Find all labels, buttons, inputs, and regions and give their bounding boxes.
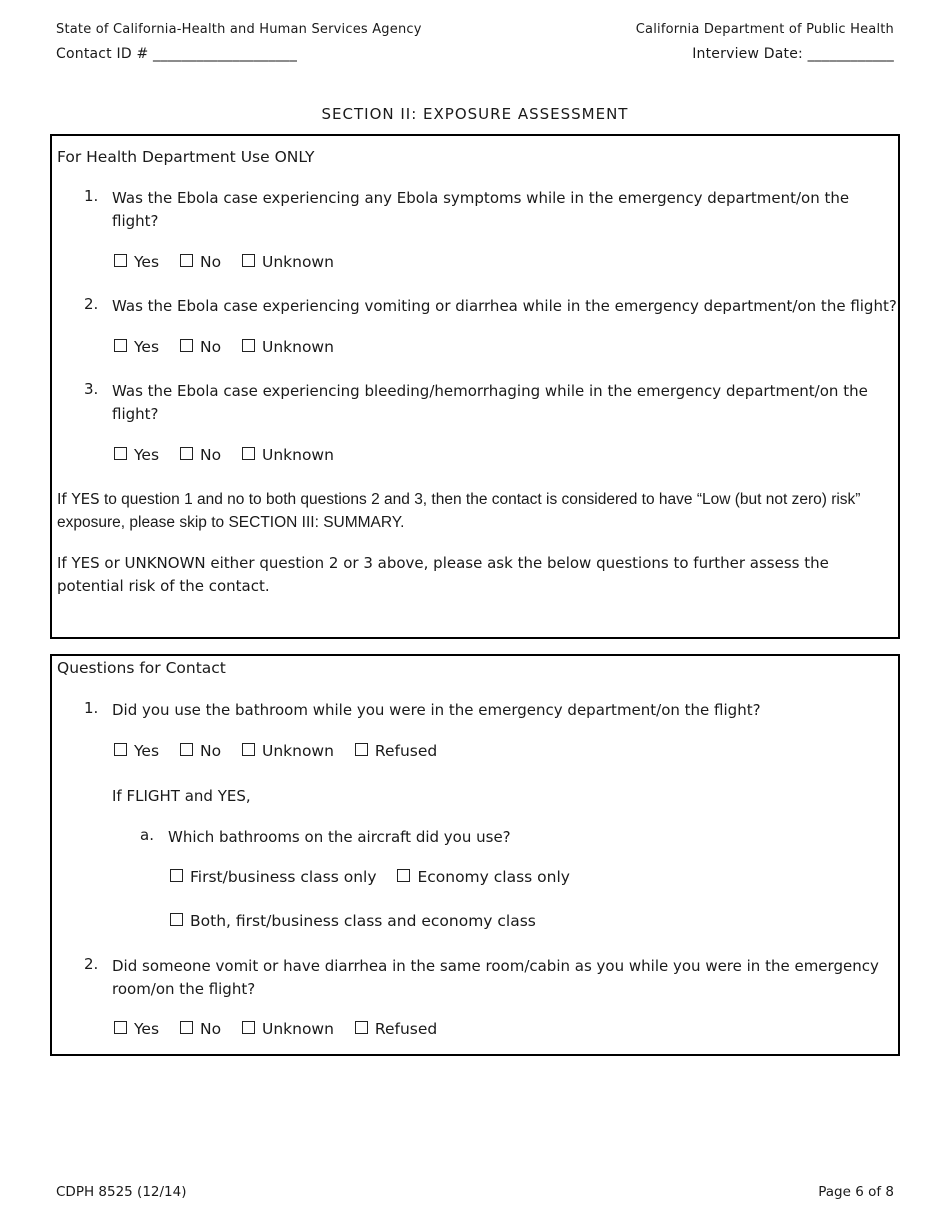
form-id: CDPH 8525 (12/14)	[56, 1184, 187, 1200]
hd-q1-options	[114, 253, 350, 271]
checkbox-icon	[242, 339, 255, 352]
checkbox-icon	[355, 1021, 368, 1034]
checkbox-icon	[114, 1021, 127, 1034]
contact-questions-box	[50, 654, 900, 1056]
hd-q2-unknown-checkbox[interactable]: Unknown	[242, 338, 334, 356]
checkbox-icon	[114, 339, 127, 352]
further-assessment-note: If YES or UNKNOWN either question 2 or 3 above, please ask the below questions to further assess the potential risk of the contact.	[57, 554, 829, 595]
contact-q1-options	[114, 742, 453, 760]
sub-a-text: Which bathrooms on the aircraft did you use?	[168, 828, 511, 846]
hd-q1-yes-checkbox[interactable]: Yes	[114, 253, 159, 271]
checkbox-icon	[170, 913, 183, 926]
contact-q2-refused-checkbox[interactable]: Refused	[355, 1020, 437, 1038]
hd-q2-number: 2.	[84, 295, 99, 313]
contact-q1-yes-checkbox[interactable]: Yes	[114, 742, 159, 760]
contact-q2-number: 2.	[84, 955, 99, 973]
section-title: SECTION II: EXPOSURE ASSESSMENT	[321, 105, 629, 123]
hd-q3-yes-checkbox[interactable]: Yes	[114, 446, 159, 464]
hd-q3-unknown-checkbox[interactable]: Unknown	[242, 446, 334, 464]
checkbox-icon	[114, 743, 127, 756]
checkbox-icon	[242, 743, 255, 756]
interview-date-field[interactable]: Interview Date: ____________	[692, 46, 894, 62]
hd-q2-no-checkbox[interactable]: No	[180, 338, 221, 356]
hd-q3-number: 3.	[84, 380, 99, 398]
agency-name: State of California-Health and Human Services Agency	[56, 22, 422, 37]
checkbox-icon	[355, 743, 368, 756]
contact-q2-unknown-checkbox[interactable]: Unknown	[242, 1020, 334, 1038]
if-flight-label: If FLIGHT and YES,	[112, 787, 251, 805]
sub-a-options-row1	[170, 868, 586, 886]
contact-q1-text: Did you use the bathroom while you were in the emergency department/on the flight?	[112, 701, 761, 719]
checkbox-icon	[180, 254, 193, 267]
hd-q2-text: Was the Ebola case experiencing vomiting or diarrhea while in the emergency department/on the flight?	[112, 297, 897, 315]
contact-q1-unknown-checkbox[interactable]: Unknown	[242, 742, 334, 760]
health-department-box	[50, 134, 900, 639]
contact-q2-yes-checkbox[interactable]: Yes	[114, 1020, 159, 1038]
hd-q1-unknown-checkbox[interactable]: Unknown	[242, 253, 334, 271]
contact-q1-refused-checkbox[interactable]: Refused	[355, 742, 437, 760]
contact-q2-options	[114, 1020, 453, 1038]
hd-q1-no-checkbox[interactable]: No	[180, 253, 221, 271]
hd-q3-options	[114, 446, 350, 464]
hd-q2-options	[114, 338, 350, 356]
sub-a-letter: a.	[140, 826, 154, 844]
checkbox-icon	[397, 869, 410, 882]
contact-id-field[interactable]: Contact ID # ____________________	[56, 46, 298, 62]
hd-box-title: For Health Department Use ONLY	[57, 148, 315, 166]
page-number: Page 6 of 8	[818, 1184, 894, 1200]
checkbox-icon	[180, 1021, 193, 1034]
checkbox-icon	[114, 447, 127, 460]
department-name: California Department of Public Health	[635, 22, 894, 37]
checkbox-icon	[114, 254, 127, 267]
low-risk-note: If YES to question 1 and no to both questions 2 and 3, then the contact is considered to have “Low (but not zero) risk” exposure, please skip to SECTION III: SUMMARY.	[57, 490, 861, 531]
economy-class-checkbox[interactable]: Economy class only	[397, 868, 570, 886]
hd-q3-no-checkbox[interactable]: No	[180, 446, 221, 464]
hd-q2-yes-checkbox[interactable]: Yes	[114, 338, 159, 356]
hd-q1-number: 1.	[84, 187, 99, 205]
contact-box-title: Questions for Contact	[57, 659, 226, 677]
checkbox-icon	[180, 447, 193, 460]
contact-q1-number: 1.	[84, 699, 99, 717]
hd-q3-text: Was the Ebola case experiencing bleeding/hemorrhaging while in the emergency department/on the flight?	[112, 382, 868, 423]
contact-q2-no-checkbox[interactable]: No	[180, 1020, 221, 1038]
first-business-class-checkbox[interactable]: First/business class only	[170, 868, 377, 886]
checkbox-icon	[242, 254, 255, 267]
sub-a-options-row2	[170, 912, 552, 930]
checkbox-icon	[180, 743, 193, 756]
checkbox-icon	[180, 339, 193, 352]
contact-q1-no-checkbox[interactable]: No	[180, 742, 221, 760]
hd-q1-text: Was the Ebola case experiencing any Ebola symptoms while in the emergency department/on the flight?	[112, 189, 850, 230]
checkbox-icon	[242, 447, 255, 460]
both-classes-checkbox[interactable]: Both, first/business class and economy class	[170, 912, 536, 930]
contact-q2-text: Did someone vomit or have diarrhea in the same room/cabin as you while you were in the emergency room/on the flight?	[112, 957, 879, 998]
checkbox-icon	[170, 869, 183, 882]
checkbox-icon	[242, 1021, 255, 1034]
